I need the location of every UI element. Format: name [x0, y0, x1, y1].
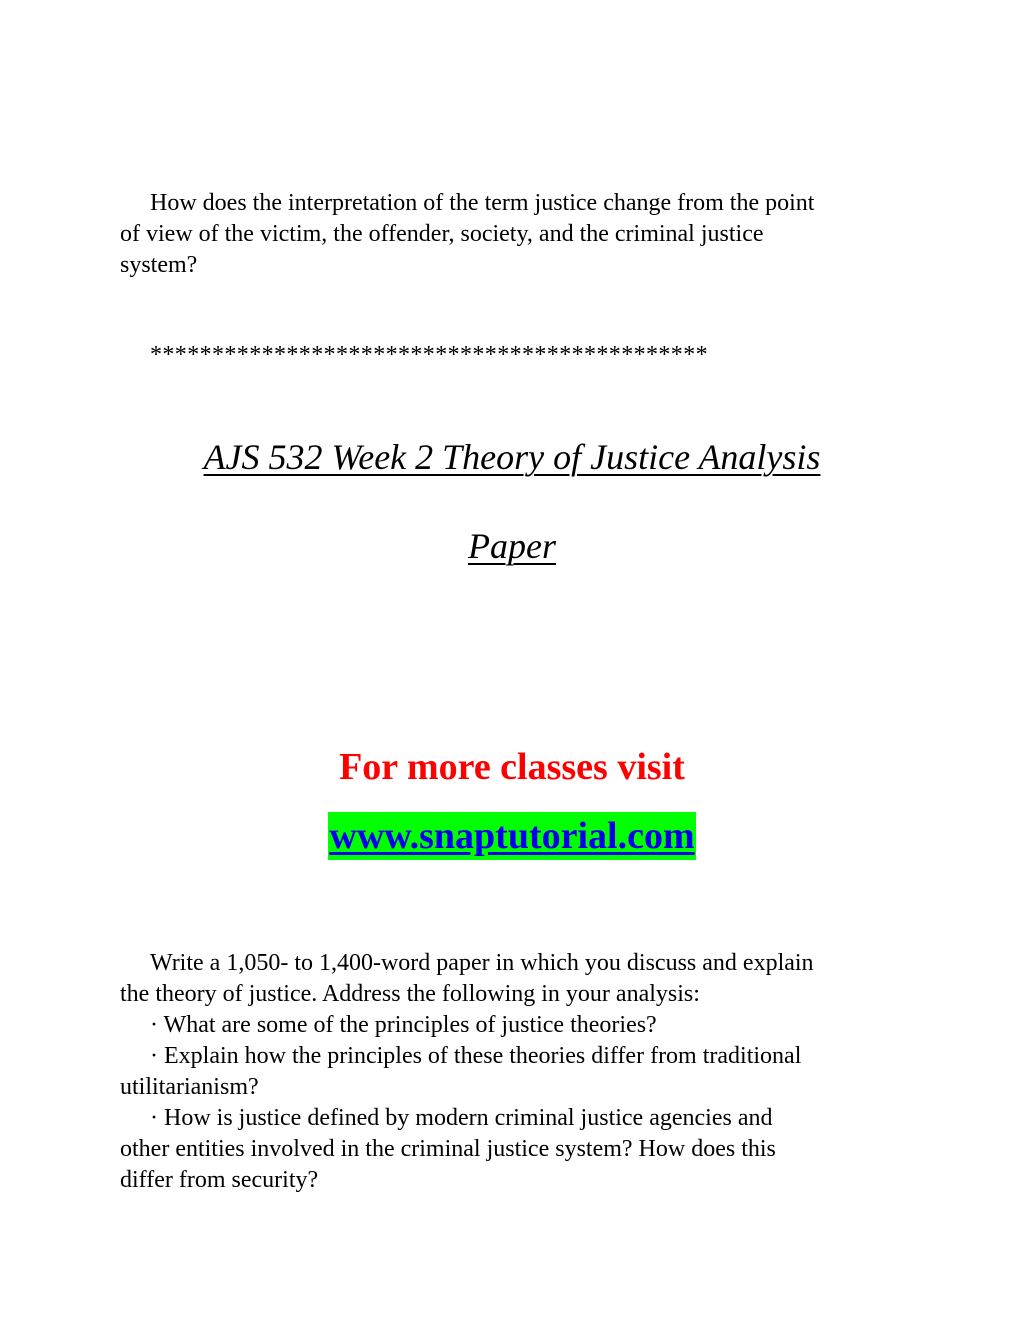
promo-link-container: [0, 812, 1024, 860]
body-line: differ from security?: [120, 1167, 319, 1193]
bullet-item: · How is justice defined by modern criminal justice agencies and: [150, 1105, 773, 1131]
intro-line: system?: [120, 252, 198, 278]
intro-line: How does the interpretation of the term justice change from the point: [150, 190, 815, 216]
document-title: [0, 436, 1024, 478]
body-line: the theory of justice. Address the following in your analysis:: [120, 981, 700, 1007]
body-line: utilitarianism?: [120, 1074, 259, 1100]
bullet-item: · What are some of the principles of justice theories?: [150, 1012, 657, 1038]
document-title-continued: [0, 525, 1024, 567]
body-line: Write a 1,050- to 1,400-word paper in which you discuss and explain: [150, 950, 814, 976]
bullet-item: · Explain how the principles of these theories differ from traditional: [150, 1043, 802, 1069]
body-line: other entities involved in the criminal justice system? How does this: [120, 1136, 776, 1162]
promo-text: For more classes visit: [339, 746, 685, 788]
title-line-2: Paper: [468, 526, 556, 566]
intro-line: of view of the victim, the offender, society, and the criminal justice: [120, 221, 764, 247]
title-line-1: AJS 532 Week 2 Theory of Justice Analysis: [203, 437, 821, 477]
assignment-instructions: [120, 948, 910, 1196]
separator-stars: *********************************************: [150, 342, 708, 368]
snaptutorial-link[interactable]: www.snaptutorial.com: [328, 812, 695, 860]
intro-question: [120, 188, 910, 281]
